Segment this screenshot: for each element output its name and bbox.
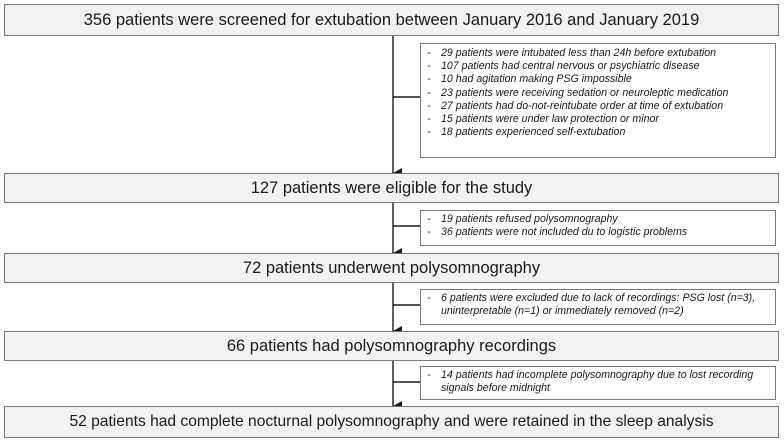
exclusion-list-3 — [427, 292, 769, 318]
screened-box — [4, 4, 779, 36]
exclusion-box-4 — [420, 366, 776, 400]
exclusion-item: - 14 patients had incomplete polysomnography due to lost recording signals before midnight — [427, 369, 754, 395]
exclusion-item: - 19 patients refused polysomnography — [427, 213, 618, 225]
exclusion-box-2 — [420, 210, 776, 246]
exclusion-box-1 — [420, 43, 776, 158]
exclusion-box-3 — [420, 289, 776, 325]
exclusion-item: - 107 patients had central nervous or psychiatric disease — [427, 60, 700, 73]
exclusion-item: - 23 patients were receiving sedation or neuroleptic medication — [427, 86, 729, 99]
retained-box — [4, 406, 779, 438]
screened-text: 356 patients were screened for extubation between January 2016 and January 2019 — [83, 10, 700, 29]
retained-text: 52 patients had complete nocturnal polysomnography and were retained in the sleep analysis — [69, 413, 714, 430]
exclusion-item: - 18 patients experienced self-extubation — [427, 126, 626, 139]
exclusion-list-4 — [427, 369, 769, 395]
exclusion-list-1 — [427, 47, 769, 139]
psg-recordings-text: 66 patients had polysomnography recordings — [226, 336, 557, 355]
exclusion-item: - 10 had agitation making PSG impossible — [427, 73, 632, 86]
eligible-box — [4, 173, 779, 203]
underwent-psg-box — [4, 253, 779, 283]
eligible-text: 127 patients were eligible for the study — [250, 178, 533, 197]
exclusion-item: - 36 patients were not included du to logistic problems — [427, 226, 688, 239]
underwent-psg-text: 72 patients underwent polysomnography — [242, 258, 541, 277]
exclusion-item: - 6 patients were excluded due to lack of recordings: PSG lost (n=3), uninterpretable (n=1) or immediately removed (n=2) — [427, 292, 756, 318]
exclusion-item: - 15 patients were under law protection or minor — [427, 113, 659, 126]
exclusion-item: - 27 patients had do-not-reintubate order at time of extubation — [427, 99, 724, 112]
exclusion-list-2 — [427, 213, 769, 239]
exclusion-item: - 29 patients were intubated less than 24h before extubation — [427, 47, 717, 59]
psg-recordings-box — [4, 331, 779, 361]
